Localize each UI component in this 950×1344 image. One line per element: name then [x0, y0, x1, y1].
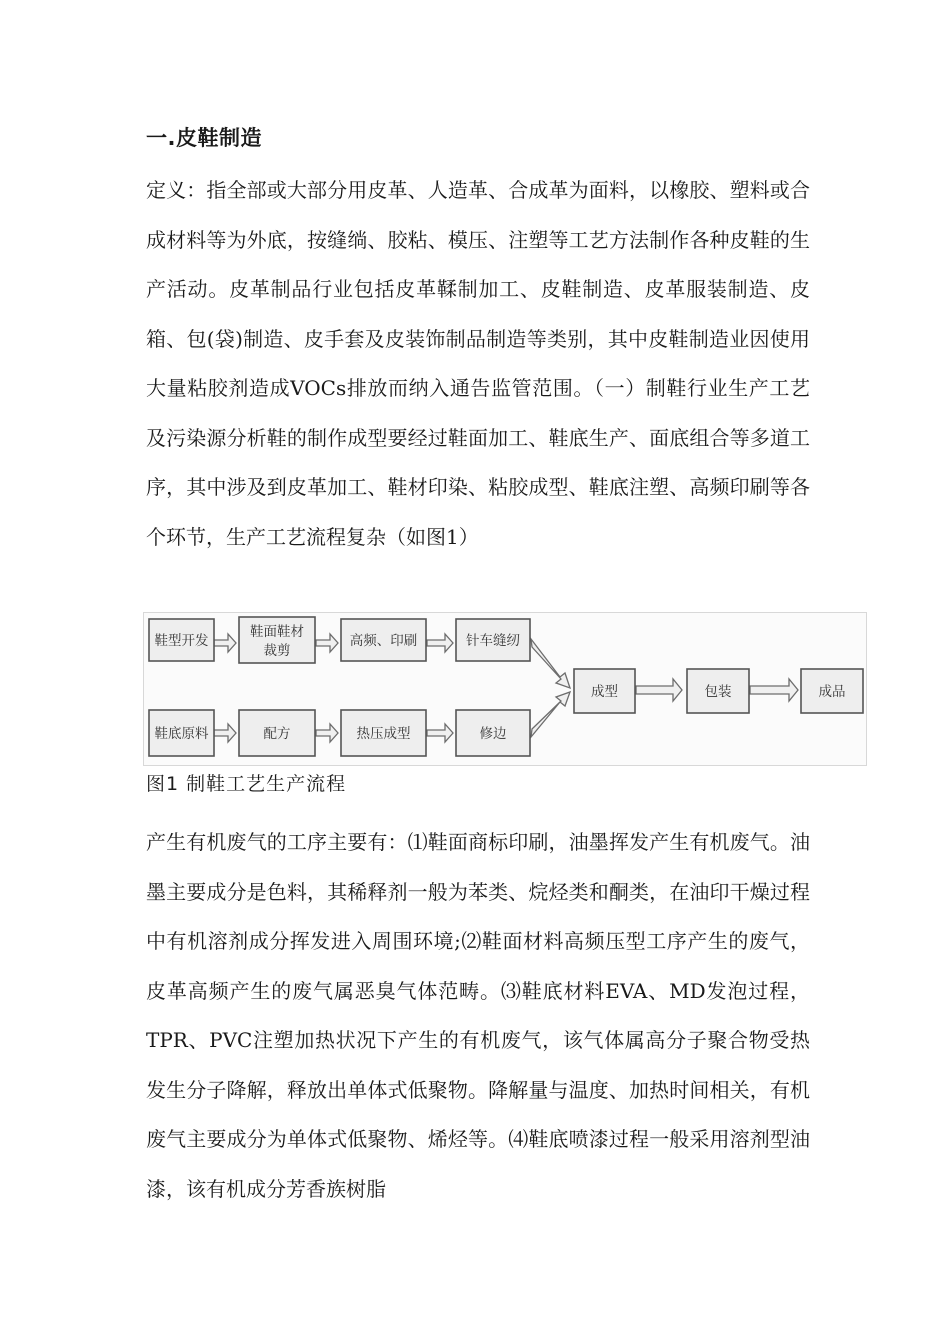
flow-box-label: 鞋面鞋材	[250, 624, 304, 640]
section-heading: 一.皮鞋制造	[146, 126, 262, 150]
flow-box-label: 成型	[591, 684, 618, 700]
arrow-icon	[316, 724, 338, 742]
merge-arrow-icon	[531, 692, 570, 737]
arrow-icon	[636, 679, 682, 701]
flow-box-label: 裁剪	[263, 643, 291, 659]
merge-arrow-icon	[531, 639, 570, 688]
flow-box-label: 鞋型开发	[154, 633, 209, 649]
flow-box-label: 高频、印刷	[349, 633, 418, 649]
flowchart-svg	[144, 613, 866, 765]
arrow-icon	[427, 724, 453, 742]
definition-paragraph: 定义：指全部或大部分用皮革、人造革、合成革为面料，以橡胶、塑料或合成材料等为外底，按缝绱、胶粘、模压、注塑等工艺方法制作各种皮鞋的生产活动。皮革制品行业包括皮革鞣制加工、皮鞋制造、皮革服装制造、皮箱、包(袋)制造、皮手套及皮装饰制品制造等类别，其中皮鞋制造业因使用大量粘胶剂造成VOCs排放而纳入通告监管范围。（一）制鞋行业生产工艺及污染源分析鞋的制作成型要经过鞋面加工、鞋底生产、面底组合等多道工序，其中涉及到皮革加工、鞋材印染、粘胶成型、鞋底注塑、高频印刷等各个环节，生产工艺流程复杂（如图1）	[146, 178, 810, 549]
arrow-icon	[214, 724, 236, 742]
arrow-icon	[427, 634, 453, 652]
arrow-icon	[214, 634, 236, 652]
flow-box-label: 配方	[263, 726, 291, 742]
figure-caption: 图1 制鞋工艺生产流程	[146, 773, 347, 795]
flow-box-label: 成品	[818, 684, 846, 700]
process-flowchart	[143, 612, 867, 766]
arrow-icon	[316, 634, 338, 652]
flow-box-label: 针车缝纫	[466, 633, 520, 649]
emissions-paragraph: 产生有机废气的工序主要有：⑴鞋面商标印刷，油墨挥发产生有机废气。油墨主要成分是色料，其稀释剂一般为苯类、烷烃类和酮类，在油印干燥过程中有机溶剂成分挥发进入周围环境;⑵鞋面材料高频压型工序产生的废气，皮革高频产生的废气属恶臭气体范畴。⑶鞋底材料EVA、MD发泡过程，TPR、PVC注塑加热状况下产生的有机废气，该气体属高分子聚合物受热发生分子降解，释放出单体式低聚物。降解量与温度、加热时间相关，有机废气主要成分为单体式低聚物、烯烃等。⑷鞋底喷漆过程一般采用溶剂型油漆，该有机成分芳香族树脂	[146, 830, 810, 1201]
flow-box-label: 鞋底原料	[154, 726, 209, 742]
arrow-icon	[750, 679, 798, 701]
flow-box-label: 修边	[479, 726, 507, 742]
flow-box-label: 热压成型	[356, 726, 411, 742]
flow-box-label: 包装	[704, 684, 732, 700]
